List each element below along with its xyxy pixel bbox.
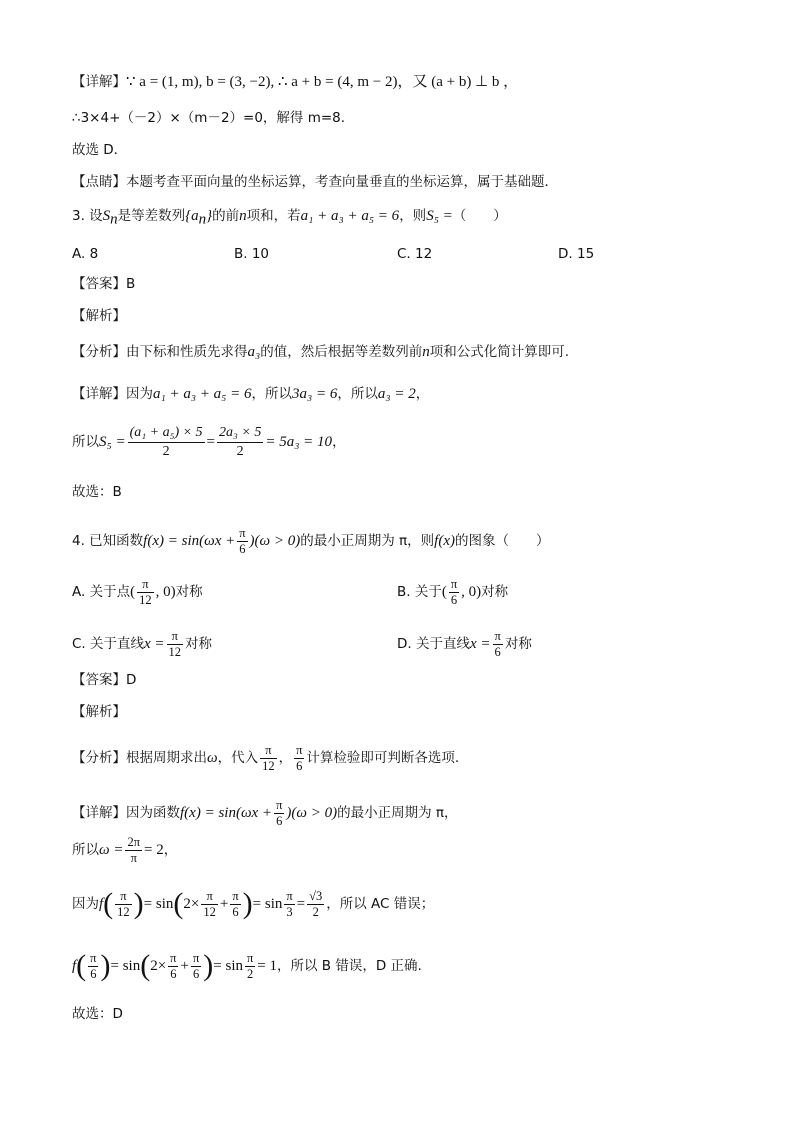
answer-tag: 【答案】	[72, 276, 126, 292]
detail-text-c: ，所以	[337, 386, 378, 402]
frac-den: 6	[239, 541, 246, 556]
frac-num: (a₁ + a₅) × 5	[128, 424, 205, 443]
paren-open: (	[140, 949, 151, 982]
calc-arg	[115, 889, 132, 920]
frac-num: π	[494, 628, 501, 643]
calc-frac-3	[245, 951, 255, 982]
detail-tag: 【详解】	[72, 805, 126, 821]
omega-w: ω =	[99, 842, 124, 858]
fenxi-tag: 【分析】	[72, 344, 126, 360]
q3-text4: ，则	[399, 208, 427, 224]
q2-detail-math: ∵ a = (1, m), b = (3, −2), ∴ a + b = (4, m − 2)，又 (a + b) ⊥ b ，	[126, 74, 519, 90]
q3-text3: 项和，若	[246, 208, 301, 224]
q4-calc-line-1	[72, 884, 434, 924]
sum-fraction-2	[217, 424, 263, 461]
frac-den: 2	[312, 904, 319, 919]
opt-post: 对称	[504, 636, 532, 652]
fenxi-frac-1	[260, 743, 277, 774]
frac-den: 6	[296, 758, 303, 773]
frac-num: √3	[309, 888, 323, 903]
opt-prefix: C. 关于直线	[72, 636, 145, 652]
q3-analysis-tag: 【解析】	[72, 308, 126, 324]
opt-prefix: B. 关于	[397, 584, 442, 600]
frac-den: 12	[168, 644, 182, 659]
frac-den: 6	[192, 966, 200, 981]
frac-num: π	[167, 629, 184, 645]
sum-s5: S₅ =	[99, 434, 126, 450]
q3-s5: S₅ =	[426, 208, 453, 224]
detail-text-d: ，	[415, 386, 430, 402]
fenxi-tag: 【分析】	[72, 750, 126, 766]
opt-post: 对称	[185, 636, 213, 652]
calc-sin: = sin	[110, 958, 141, 974]
q4-blank: 的图象（ ）	[455, 533, 550, 549]
detail-tag: 【详解】	[72, 74, 126, 90]
q3-option-d: D. 15	[558, 246, 595, 262]
q3-seq-end: }	[206, 208, 213, 224]
paren-open: (	[76, 949, 87, 982]
q4-analysis-tag: 【解析】	[72, 704, 126, 720]
calc-f: f	[99, 896, 104, 912]
opt-x: x =	[469, 636, 491, 652]
frac-num: π	[201, 889, 218, 905]
calc-sin2: = sin	[213, 958, 243, 974]
fenxi-text-b: 的值，然后根据等差数列前	[260, 344, 423, 360]
sum-fraction-1	[128, 424, 205, 461]
q4-fx: f(x) = sin(ωx +	[143, 533, 236, 549]
calc-end: ，所以 B 错误，D 正确.	[277, 958, 422, 974]
q3-text2: 的前	[212, 208, 240, 224]
frac-den: π	[130, 850, 137, 865]
fenxi-comma: ，	[278, 750, 293, 766]
omega-rest: = 2	[144, 842, 164, 858]
paren-open: (	[103, 887, 114, 920]
detail-text-b: 的最小正周期为 π，	[337, 805, 458, 821]
fenxi-text-c: 计算检验即可判断各选项.	[306, 750, 460, 766]
q4-option-b	[397, 574, 508, 610]
q4-option-d	[397, 626, 532, 662]
q4-calc-line-2	[72, 946, 422, 986]
q4-option-c	[72, 626, 212, 662]
frac-den: 2	[162, 443, 170, 459]
frac-num: π	[450, 576, 458, 591]
calc-frac-1	[201, 889, 218, 920]
paren-close: )	[133, 887, 144, 920]
frac-num: 2π	[127, 834, 141, 849]
sum-end: ，	[332, 434, 346, 450]
paren-close: )	[203, 949, 214, 982]
calc-prefix: 因为	[72, 896, 99, 912]
q4-omega-line	[72, 832, 177, 868]
q3-option-c: C. 12	[397, 246, 433, 262]
calc-frac-3	[284, 889, 294, 920]
q3-fenxi	[72, 342, 569, 362]
opt-x: x =	[144, 636, 165, 652]
q4-fenxi	[72, 740, 459, 776]
q2-detail-line	[72, 72, 518, 92]
paren-close: )	[242, 887, 253, 920]
q3-condition: a₁ + a₃ + a₅ = 6	[300, 208, 400, 224]
comment-tag: 【点睛】	[72, 174, 126, 190]
calc-two: 2×	[183, 896, 200, 912]
frac-num: π	[232, 888, 239, 903]
opt-frac	[493, 629, 503, 660]
q3-n: n	[239, 208, 247, 224]
q3-option-a: A. 8	[72, 246, 99, 262]
opt-post: 对称	[481, 584, 509, 600]
opt-prefix: A. 关于点	[72, 584, 131, 600]
detail-text-b: ，所以	[251, 386, 293, 402]
q3-sum-line	[72, 422, 346, 462]
opt-post: 对称	[175, 584, 203, 600]
frac-num: π	[246, 950, 254, 965]
frac-num: 2a₃ × 5	[217, 424, 263, 443]
frac-num: π	[90, 950, 97, 965]
q4-fx2: f(x)	[434, 533, 455, 549]
q3-seq-sub: n	[198, 211, 207, 228]
fenxi-omega: ω	[207, 750, 218, 766]
frac-den: 6	[90, 966, 97, 981]
calc-eq3: =	[296, 896, 306, 912]
fenxi-text-c: 项和公式化简计算即可.	[429, 344, 570, 360]
omega-frac	[125, 835, 142, 866]
q4-number: 4. 已知函数	[72, 533, 144, 549]
frac-den: 12	[139, 592, 152, 607]
opt-open: (	[441, 584, 447, 600]
fenxi-text-b: ，代入	[217, 750, 259, 766]
q3-choice: 故选：B	[72, 484, 122, 500]
detail-fx: f(x) = sin(ωx +	[180, 805, 273, 821]
frac-den: 6	[494, 644, 501, 659]
q3-detail	[72, 384, 429, 404]
frac-num: π	[260, 743, 277, 759]
frac-num: π	[192, 950, 200, 965]
frac-den: 6	[276, 813, 283, 828]
calc-frac-2	[230, 889, 240, 920]
calc-sin: = sin	[143, 896, 174, 912]
sum-prefix: 所以	[72, 434, 99, 450]
q3-blank: （ ）	[452, 208, 507, 224]
opt-frac	[449, 577, 459, 608]
detail-text-a: 因为函数	[126, 805, 180, 821]
opt-frac	[137, 577, 154, 608]
frac-den: 6	[232, 904, 239, 919]
q4-frac	[237, 526, 247, 557]
calc-plus: +	[180, 958, 189, 974]
detail-cond: )(ω > 0)	[286, 805, 338, 821]
q4-detail	[72, 796, 458, 830]
frac-den: 2	[236, 443, 244, 459]
answer-value: B	[126, 276, 136, 292]
frac-num: π	[137, 577, 154, 593]
calc-end: ，所以 AC 错误；	[326, 896, 435, 912]
calc-plus: +	[219, 896, 229, 912]
calc-sin2: = sin	[252, 896, 283, 912]
frac-den: 12	[117, 904, 130, 919]
frac-den: 12	[203, 904, 216, 919]
calc-frac-2	[191, 951, 201, 982]
frac-num: π	[170, 950, 177, 965]
q2-comment	[72, 172, 558, 192]
q3-s: S	[102, 208, 111, 224]
answer-tag: 【答案】	[72, 672, 126, 688]
frac-num: π	[276, 797, 283, 812]
q3-stem	[72, 206, 507, 230]
frac-den: 6	[450, 592, 458, 607]
calc-f: f	[72, 958, 77, 974]
opt-close: , 0)	[461, 584, 482, 600]
calc-two: 2×	[150, 958, 167, 974]
paren-close: )	[100, 949, 111, 982]
calc-frac-1	[168, 951, 178, 982]
q3-s-sub: n	[110, 211, 118, 228]
detail-text-a: 因为	[126, 386, 153, 402]
paren-open: (	[173, 887, 184, 920]
calc-arg	[88, 951, 98, 982]
omega-end: ，	[163, 842, 178, 858]
q4-text: 的最小正周期为 π，则	[300, 533, 435, 549]
q3-seq: {a	[185, 208, 199, 224]
sum-rest: = 5a₃ = 10	[265, 434, 333, 450]
comment-text: 本题考查平面向量的坐标运算，考查向量垂直的坐标运算，属于基础题．	[126, 174, 558, 190]
frac-num: π	[296, 742, 303, 757]
q2-detail-line2: ∴3×4+（－2）×（m－2）=0，解得 m=8．	[72, 110, 355, 126]
frac-den: 12	[262, 758, 275, 773]
detail-frac	[274, 798, 284, 829]
q2-answer-line: 故选 D．	[72, 142, 128, 158]
opt-frac	[167, 629, 184, 660]
omega-prefix: 所以	[72, 842, 99, 858]
answer-value: D	[126, 672, 137, 688]
detail-eq2: 3a₃ = 6	[292, 386, 338, 402]
q4-stem	[72, 524, 550, 558]
q4-cond: )(ω > 0)	[249, 533, 301, 549]
q3-text1: 是等差数列	[117, 208, 186, 224]
frac-num: π	[286, 888, 293, 903]
opt-prefix: D. 关于直线	[397, 636, 470, 652]
calc-rest: = 1	[257, 958, 278, 974]
fenxi-a3: a₃	[247, 344, 261, 360]
opt-close: , 0)	[155, 584, 176, 600]
q3-number: 3. 设	[72, 208, 103, 224]
fenxi-frac-2	[294, 743, 304, 774]
frac-den: 3	[286, 904, 293, 919]
detail-eq3: a₃ = 2	[377, 386, 416, 402]
q3-answer	[72, 274, 135, 294]
frac-num: π	[115, 889, 132, 905]
detail-eq1: a₁ + a₃ + a₅ = 6	[153, 386, 252, 402]
q4-choice: 故选：D	[72, 1006, 123, 1022]
q3-option-b: B. 10	[234, 246, 270, 262]
sum-eq: =	[206, 434, 216, 450]
opt-open: (	[130, 584, 136, 600]
fenxi-text-a: 根据周期求出	[126, 750, 207, 766]
calc-frac-4	[307, 889, 324, 920]
frac-num: π	[239, 525, 246, 540]
q4-answer	[72, 670, 136, 690]
frac-den: 2	[247, 966, 254, 981]
fenxi-text-a: 由下标和性质先求得	[126, 344, 248, 360]
q4-option-a	[72, 574, 203, 610]
frac-den: 6	[170, 966, 177, 981]
detail-tag: 【详解】	[72, 386, 126, 402]
fenxi-n: n	[422, 344, 430, 360]
